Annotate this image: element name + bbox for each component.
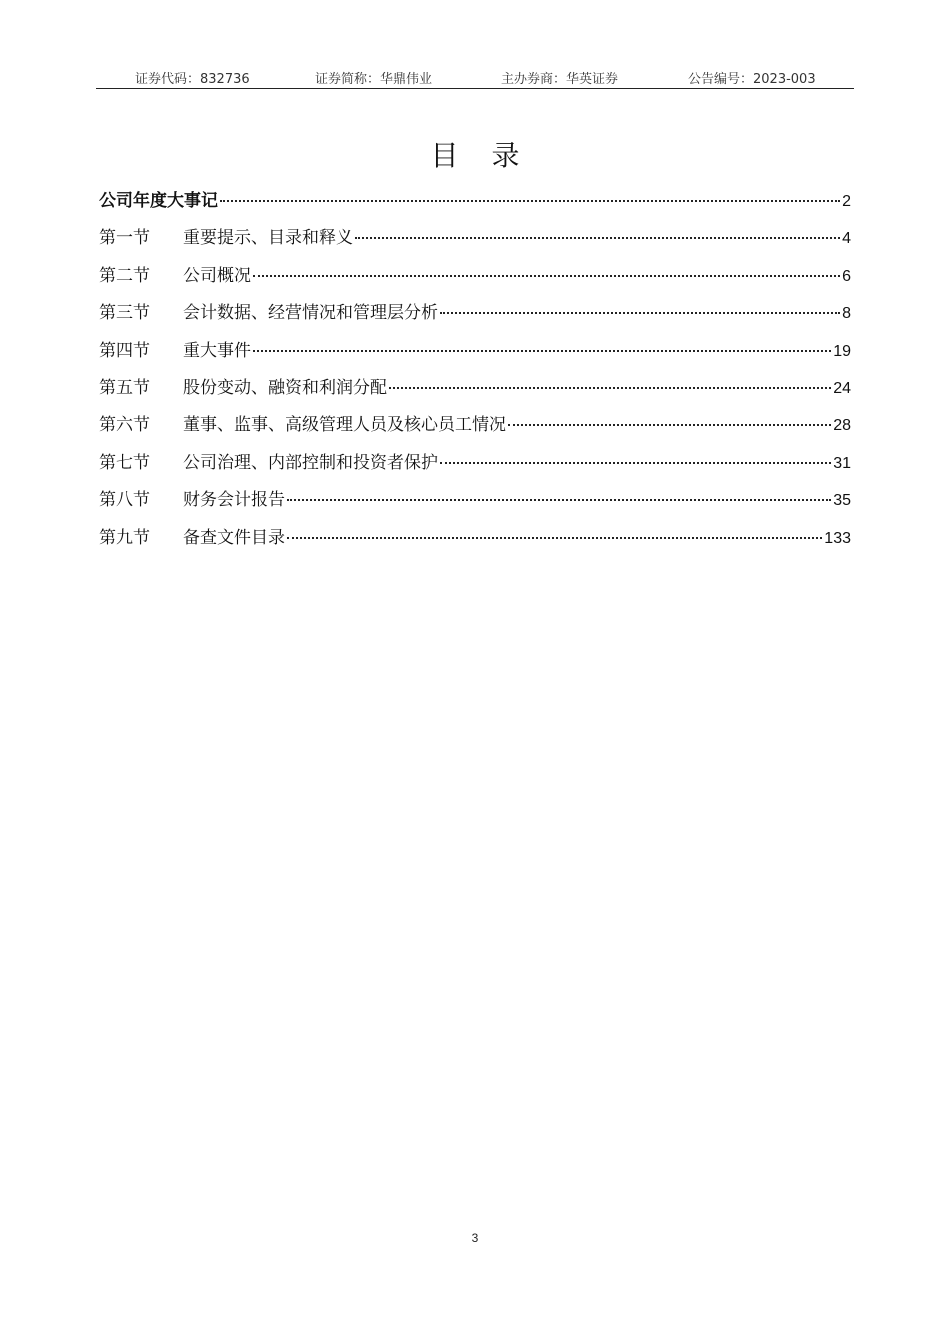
header-sponsor-broker: 主办券商：华英证券 [501, 72, 619, 87]
toc-leader-dots [355, 236, 840, 239]
toc-leader-dots [253, 349, 831, 352]
toc-entry-section: 第八节 [99, 490, 150, 511]
toc-entry-section: 第二节 [99, 265, 150, 286]
toc-list [99, 186, 851, 560]
toc-entry-title: 公司概况 [183, 265, 251, 286]
toc-entry-page: 28 [833, 417, 851, 435]
toc-entry-annual-events[interactable] [99, 186, 851, 223]
toc-leader-dots [287, 536, 822, 539]
header-stock-code: 证券代码：832736 [135, 72, 250, 87]
toc-entry-page: 24 [833, 379, 851, 397]
toc-entry-page: 133 [824, 529, 851, 547]
header-stock-short-name: 证券简称：华鼎伟业 [315, 72, 433, 87]
page-header [96, 66, 854, 89]
toc-entry-section-8[interactable] [99, 485, 851, 522]
toc-entry-section: 第三节 [99, 303, 150, 324]
toc-leader-dots [440, 461, 831, 464]
toc-entry-title: 备查文件目录 [183, 527, 285, 548]
toc-title: 目 录 [430, 139, 532, 172]
toc-leader-dots [389, 386, 831, 389]
toc-entry-section: 第五节 [99, 377, 150, 398]
toc-entry-section: 第六节 [99, 415, 150, 436]
toc-entry-page: 2 [842, 193, 851, 210]
toc-entry-section-3[interactable] [99, 298, 851, 335]
toc-leader-dots [253, 274, 840, 277]
toc-entry-title: 公司年度大事记 [99, 191, 218, 211]
toc-entry-title: 股份变动、融资和利润分配 [183, 377, 387, 398]
toc-entry-page: 31 [833, 454, 851, 472]
toc-entry-title: 财务会计报告 [183, 490, 285, 511]
toc-entry-page: 4 [842, 230, 851, 248]
toc-entry-section: 第九节 [99, 527, 150, 548]
toc-entry-page: 6 [842, 267, 851, 285]
toc-entry-page: 8 [842, 305, 851, 323]
toc-entry-title: 会计数据、经营情况和管理层分析 [183, 303, 438, 324]
toc-entry-section: 第七节 [99, 452, 150, 473]
toc-entry-section: 第一节 [99, 228, 150, 249]
toc-entry-section-9[interactable] [99, 523, 851, 560]
toc-entry-section-6[interactable] [99, 410, 851, 447]
toc-entry-page: 19 [833, 342, 851, 360]
toc-entry-section-4[interactable] [99, 336, 851, 373]
toc-entry-title: 董事、监事、高级管理人员及核心员工情况 [183, 415, 506, 436]
toc-entry-title: 公司治理、内部控制和投资者保护 [183, 452, 438, 473]
toc-leader-dots [220, 199, 840, 202]
toc-entry-title: 重要提示、目录和释义 [183, 228, 353, 249]
toc-leader-dots [440, 311, 840, 314]
toc-entry-section-1[interactable] [99, 223, 851, 260]
toc-leader-dots [287, 498, 831, 501]
header-announcement-no: 公告编号：2023-003 [688, 72, 816, 87]
toc-entry-page: 35 [833, 492, 851, 510]
toc-entry-section: 第四节 [99, 340, 150, 361]
toc-entry-title: 重大事件 [183, 340, 251, 361]
toc-entry-section-7[interactable] [99, 448, 851, 485]
page-number: 3 [471, 1231, 479, 1245]
toc-leader-dots [508, 423, 831, 426]
toc-entry-section-5[interactable] [99, 373, 851, 410]
toc-entry-section-2[interactable] [99, 261, 851, 298]
